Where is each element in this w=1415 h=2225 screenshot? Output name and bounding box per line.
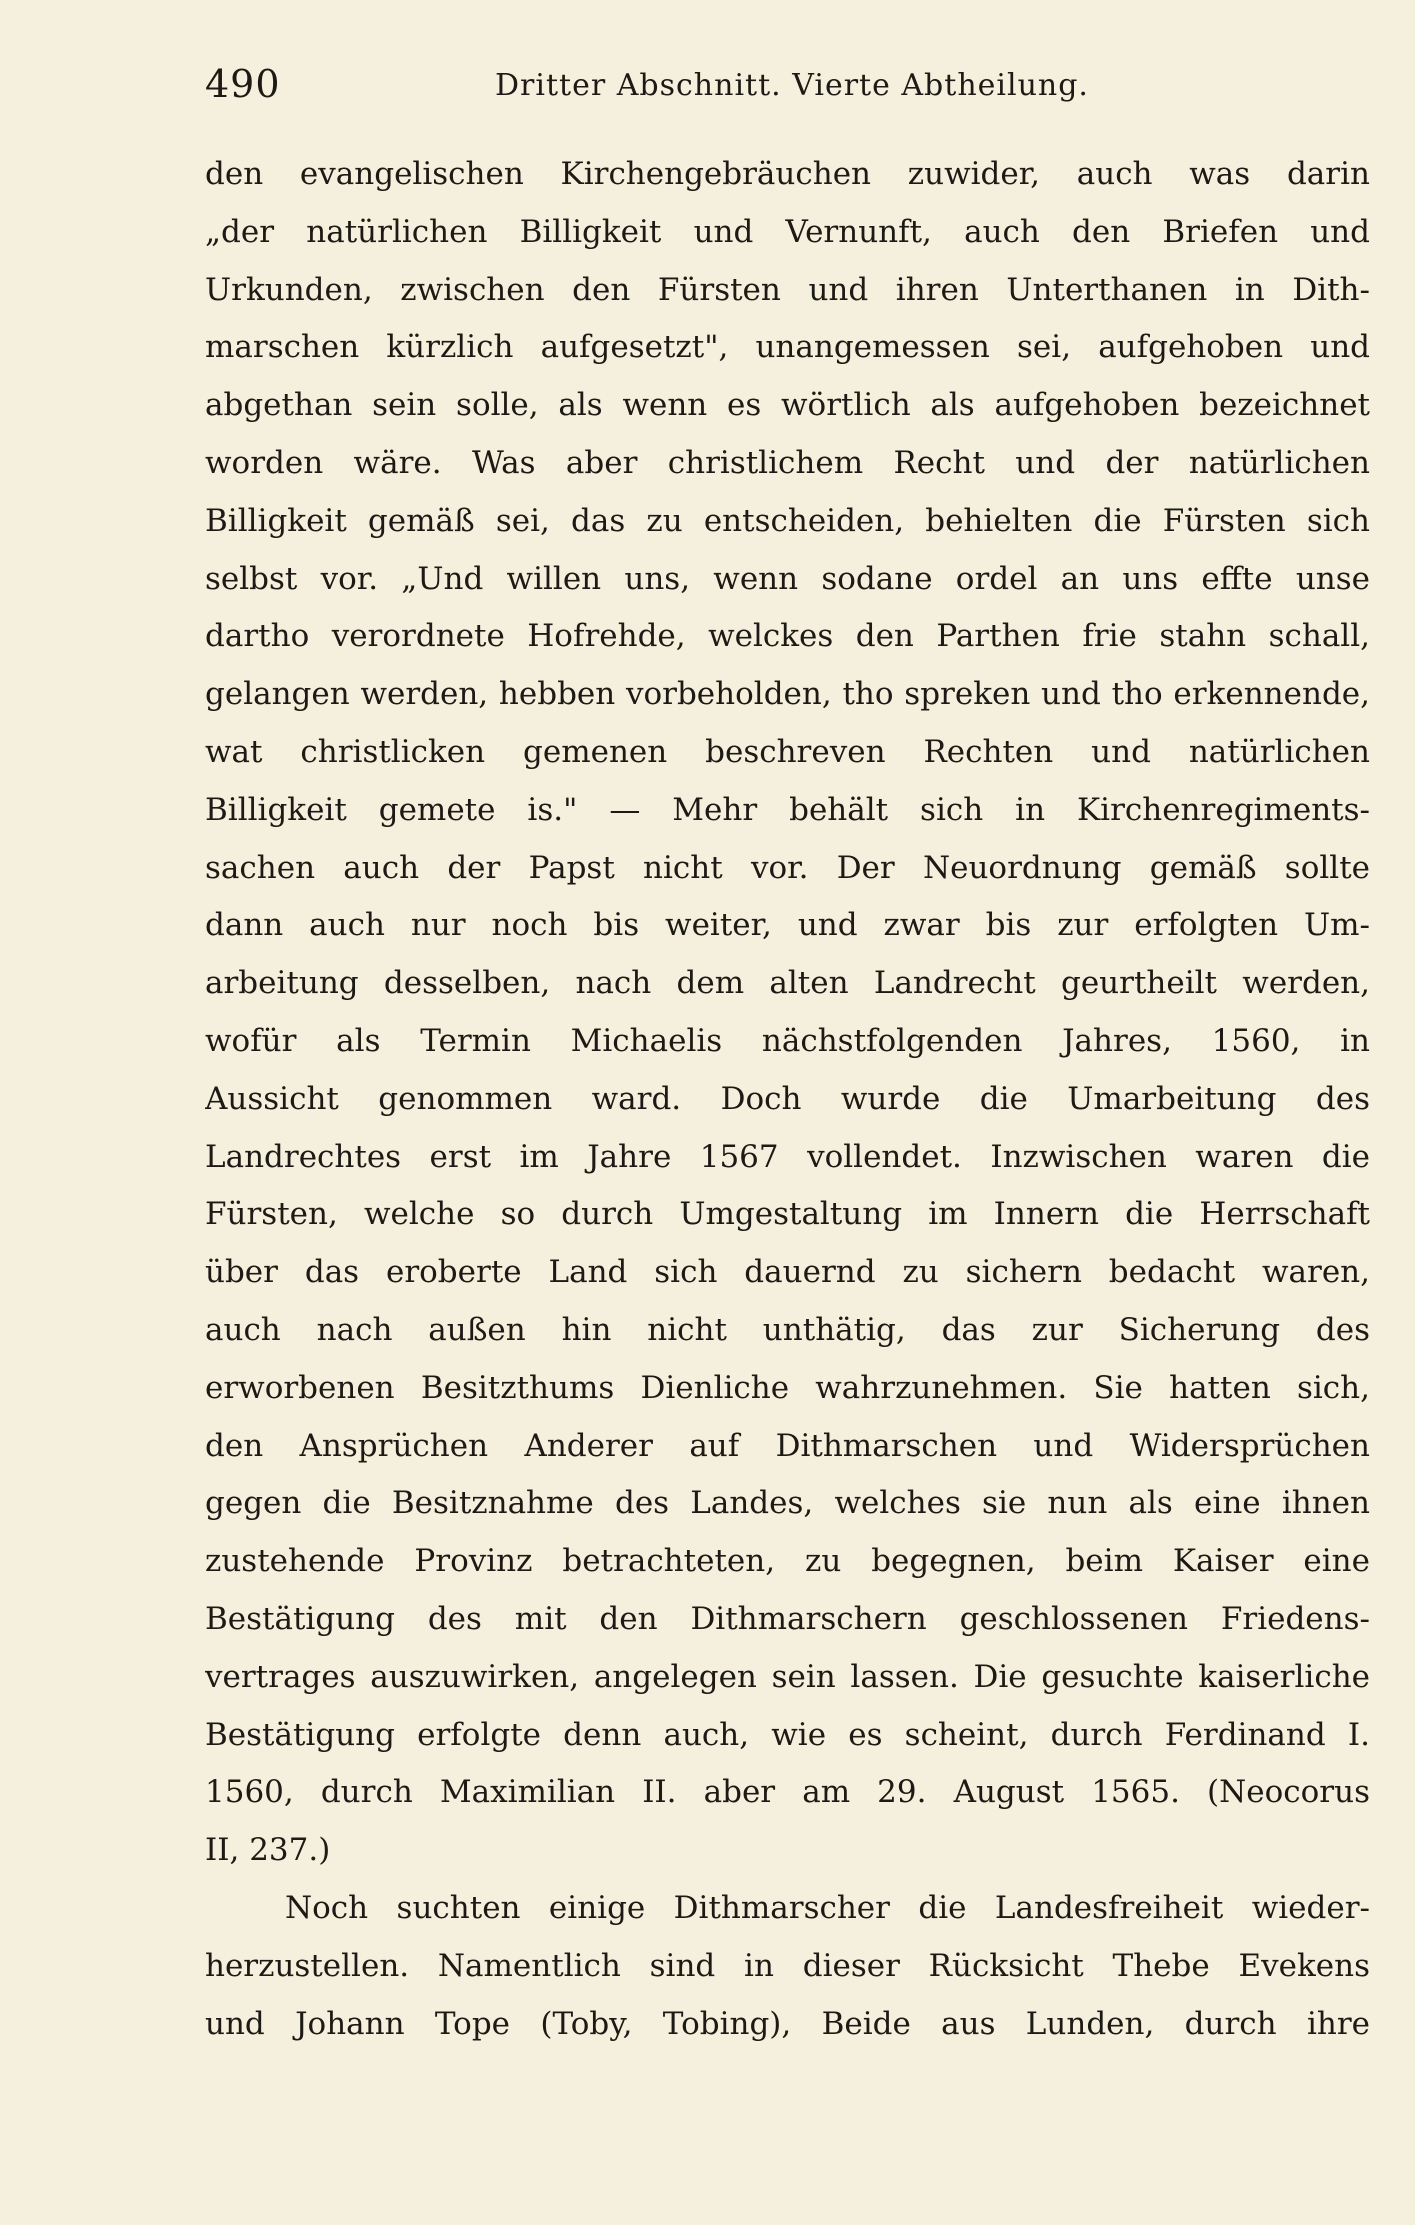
text-line: gelangen werden, hebben vorbeholden, tho spreken und tho erkennende, — [205, 676, 1370, 713]
text-line: II, 237.) — [205, 1832, 331, 1869]
page-number: 490 — [205, 62, 281, 106]
running-head: Dritter Abschnitt. Vierte Abtheilung. — [495, 68, 1089, 103]
text-line: den Ansprüchen Anderer auf Dithmarschen und Widersprüchen — [205, 1427, 1370, 1464]
page-header — [205, 62, 1375, 112]
text-line: Fürsten, welche so durch Umgestaltung im Innern die Herrschaft — [205, 1196, 1370, 1233]
text-line: dartho verordnete Hofrehde, welckes den Parthen frie stahn schall, — [205, 618, 1370, 655]
text-line: Urkunden, zwischen den Fürsten und ihren Unterthanen in Dith- — [205, 271, 1370, 308]
text-line: über das eroberte Land sich dauernd zu sichern bedacht waren, — [205, 1254, 1370, 1291]
text-line: gegen die Besitznahme des Landes, welches sie nun als eine ihnen — [205, 1485, 1370, 1522]
text-line: Billigkeit gemäß sei, das zu entscheiden, behielten die Fürsten sich — [205, 502, 1370, 539]
text-line: „der natürlichen Billigkeit und Vernunft, auch den Briefen und — [205, 213, 1370, 250]
paragraph-first-line: Noch suchten einige Dithmarscher die Landesfreiheit wieder- — [285, 1889, 1370, 1926]
text-line: auch nach außen hin nicht unthätig, das zur Sicherung des — [205, 1311, 1370, 1348]
text-line: arbeitung desselben, nach dem alten Landrecht geurtheilt werden, — [205, 965, 1370, 1002]
text-line: zustehende Provinz betrachteten, zu begegnen, beim Kaiser eine — [205, 1543, 1370, 1580]
text-line: abgethan sein solle, als wenn es wörtlich als aufgehoben bezeichnet — [205, 387, 1370, 424]
text-line: Billigkeit gemete is." — Mehr behält sich in Kirchenregiments- — [205, 791, 1370, 828]
text-line: wofür als Termin Michaelis nächstfolgenden Jahres, 1560, in — [205, 1022, 1370, 1059]
text-line: dann auch nur noch bis weiter, und zwar bis zur erfolgten Um- — [205, 907, 1370, 944]
text-line: erworbenen Besitzthums Dienliche wahrzunehmen. Sie hatten sich, — [205, 1369, 1370, 1406]
text-line: selbst vor. „Und willen uns, wenn sodane ordel an uns effte unse — [205, 560, 1370, 597]
text-line: wat christlicken gemenen beschreven Rechten und natürlichen — [205, 733, 1370, 770]
text-line: herzustellen. Namentlich sind in dieser Rücksicht Thebe Evekens — [205, 1947, 1370, 1984]
body-text — [205, 146, 1370, 2053]
text-line: 1560, durch Maximilian II. aber am 29. August 1565. (Neocorus — [205, 1774, 1370, 1811]
text-line: und Johann Tope (Toby, Tobing), Beide aus Lunden, durch ihre — [205, 2005, 1370, 2042]
text-line: sachen auch der Papst nicht vor. Der Neuordnung gemäß sollte — [205, 849, 1370, 886]
text-line: Aussicht genommen ward. Doch wurde die Umarbeitung des — [205, 1080, 1370, 1117]
text-line: Bestätigung erfolgte denn auch, wie es scheint, durch Ferdinand I. — [205, 1716, 1370, 1753]
text-line: Landrechtes erst im Jahre 1567 vollendet. Inzwischen waren die — [205, 1138, 1370, 1175]
text-line: den evangelischen Kirchengebräuchen zuwider, auch was darin — [205, 156, 1370, 192]
text-line: Bestätigung des mit den Dithmarschern geschlossenen Friedens- — [205, 1600, 1370, 1637]
text-line: vertrages auszuwirken, angelegen sein lassen. Die gesuchte kaiserliche — [205, 1658, 1370, 1695]
text-line: marschen kürzlich aufgesetzt", unangemessen sei, aufgehoben und — [205, 329, 1370, 366]
text-line: worden wäre. Was aber christlichem Recht und der natürlichen — [205, 444, 1370, 481]
